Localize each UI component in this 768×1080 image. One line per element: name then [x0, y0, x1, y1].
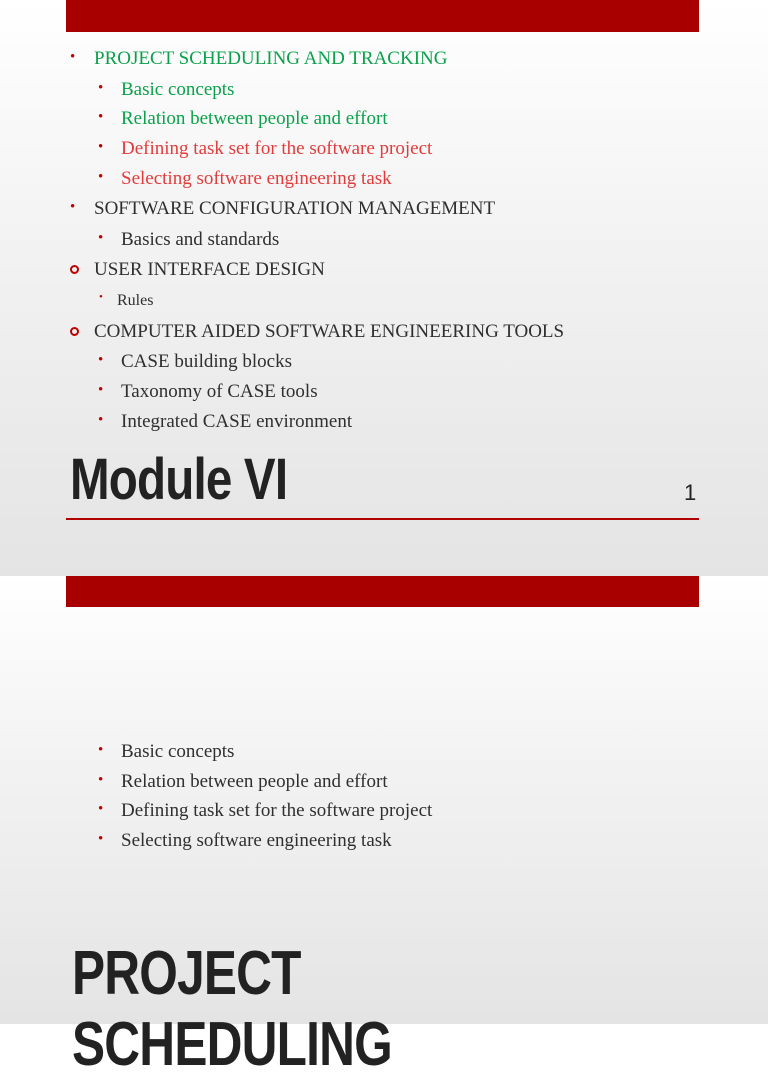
page-number: 1: [684, 480, 697, 505]
slide-title: Module VI: [70, 447, 288, 512]
bullet-icon: •: [98, 352, 104, 368]
bullet-icon: •: [98, 169, 104, 185]
outline-item-label: Basics and standards: [121, 229, 280, 250]
outline-item-label: Relation between people and effort: [121, 108, 388, 129]
bullet-icon: •: [98, 831, 104, 847]
slide-project-scheduling: [0, 576, 768, 1079]
bullet-icon: •: [98, 412, 104, 428]
outline-item-label: Basic concepts: [121, 79, 235, 100]
outline-item-label: COMPUTER AIDED SOFTWARE ENGINEERING TOOLS: [94, 321, 565, 342]
list-item-label: Defining task set for the software project: [121, 800, 433, 821]
bullet-icon: •: [98, 382, 104, 398]
bullet-icon: •: [98, 742, 104, 758]
outline-item-label: PROJECT SCHEDULING AND TRACKING: [94, 48, 448, 69]
bullet-icon: •: [98, 772, 104, 788]
ring-bullet-icon: [70, 265, 79, 274]
slide-header-bar: [66, 0, 699, 32]
outline-item-label: Rules: [117, 292, 154, 309]
title-underline: [66, 518, 699, 520]
outline-item-label: Defining task set for the software project: [121, 138, 433, 159]
slide-header-bar: [66, 576, 699, 607]
bullet-icon: •: [98, 139, 104, 155]
bullet-icon: •: [99, 291, 103, 303]
outline-item-label: Integrated CASE environment: [121, 411, 353, 432]
list-item-label: Basic concepts: [121, 741, 235, 762]
outline-item-label: CASE building blocks: [121, 351, 293, 372]
bullet-icon: •: [70, 49, 76, 65]
bullet-icon: •: [98, 230, 104, 246]
bullet-icon: •: [98, 801, 104, 817]
bullet-icon: •: [98, 80, 104, 96]
bullet-icon: •: [98, 109, 104, 125]
bullet-icon: •: [70, 199, 76, 215]
list-item-label: Relation between people and effort: [121, 771, 388, 792]
outline-item-label: Selecting software engineering task: [121, 168, 392, 189]
ring-bullet-icon: [70, 327, 79, 336]
outline-item-label: Taxonomy of CASE tools: [121, 381, 318, 402]
outline-item-label: SOFTWARE CONFIGURATION MANAGEMENT: [94, 198, 496, 219]
slide-title: PROJECT SCHEDULING: [72, 939, 392, 1079]
outline-item-label: USER INTERFACE DESIGN: [94, 259, 325, 280]
list-item-label: Selecting software engineering task: [121, 830, 392, 851]
